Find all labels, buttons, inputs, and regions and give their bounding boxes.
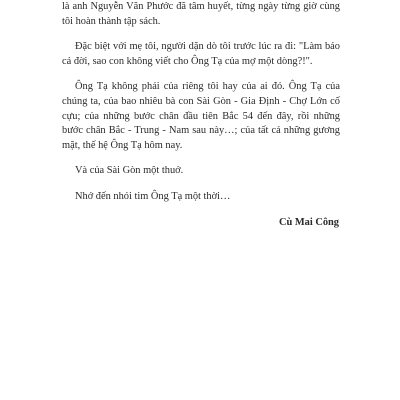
paragraph-mother-quote: Đặc biệt với mẹ tôi, người dặn dò tôi trước lúc ra đi: "Làm báo cả đời, sao con không viết cho Ông Tạ của mợ một dòng?!". [62,41,340,67]
paragraph-saigon: Và của Sài Gòn một thuở. [75,165,184,177]
author-signature: Cù Mai Công [278,216,339,228]
paragraph-remember: Nhớ đến nhói tim Ông Tạ một thời… [75,190,231,202]
paragraph-continuation: là anh Nguyễn Văn Phước đã tâm huyết, từng ngày từng giờ cùng tôi hoàn thành tập sách. [62,1,340,27]
paragraph-ong-ta: Ông Tạ không phải của riêng tôi hay của ai đó. Ông Tạ của chúng ta, của bao nhiêu bà con Sài Gòn - Gia Định - Chợ Lớn cố cựu; của những bước chân đầu tiên Bắc 54 đến đây, rồi những bước chân Bắc - Trung - Nam sau này…; của tất cả những gương mặt, thế hệ Ông Tạ hôm nay. [62,81,340,151]
text-block [62,0,340,230]
